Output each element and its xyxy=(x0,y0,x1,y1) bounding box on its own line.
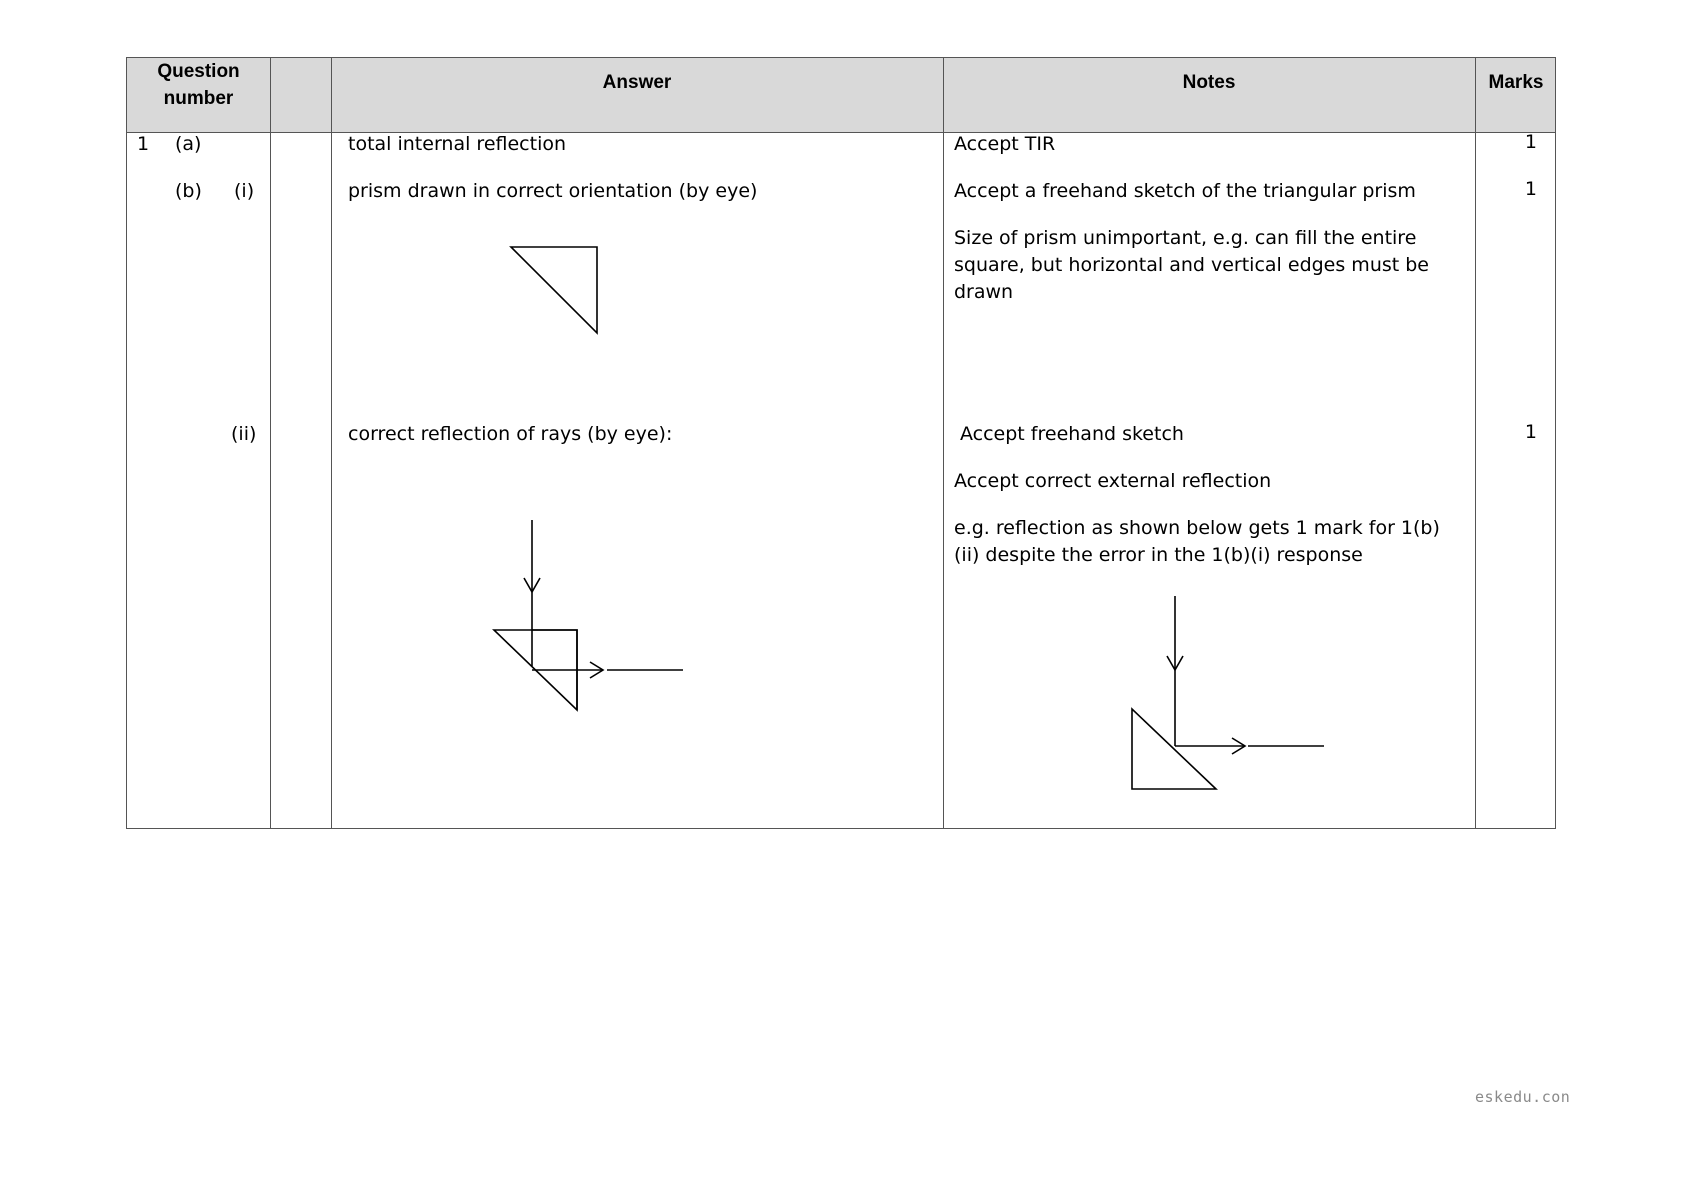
prism-triangle xyxy=(511,247,597,333)
reflection-answer-diagram xyxy=(493,520,693,720)
mark-scheme-table xyxy=(126,57,1556,829)
row-a-note: Accept TIR xyxy=(954,133,1056,155)
row-bii-marks: 1 xyxy=(1524,421,1537,443)
row-bi-note-1: Accept a freehand sketch of the triangular prism xyxy=(954,180,1416,202)
row-bii-answer: correct reflection of rays (by eye): xyxy=(348,423,673,445)
row-bi-question-part: (b) xyxy=(175,180,202,202)
header-answer: Answer xyxy=(602,72,672,93)
row-a-marks: 1 xyxy=(1524,131,1537,153)
header-notes: Notes xyxy=(1182,72,1236,93)
row-a-answer: total internal reflection xyxy=(348,133,567,155)
column-divider xyxy=(943,58,944,828)
column-divider xyxy=(331,58,332,828)
row-bi-answer: prism drawn in correct orientation (by eye) xyxy=(348,180,758,202)
row-a-question-part: (a) xyxy=(175,133,202,155)
column-divider xyxy=(1475,58,1476,828)
external-reflection-notes-diagram xyxy=(1131,596,1341,796)
row-bii-note-3: e.g. reflection as shown below gets 1 mark for 1(b)(ii) despite the error in the 1(b)(i) response xyxy=(954,517,1440,566)
watermark-bottom: eskedu.con xyxy=(1475,1088,1571,1106)
column-divider xyxy=(270,58,271,828)
prism-answer-diagram xyxy=(510,246,602,338)
header-question-line2: number xyxy=(163,88,234,109)
header-marks: Marks xyxy=(1488,72,1544,93)
row-bii-note-2: Accept correct external reflection xyxy=(954,470,1272,492)
row-bi-question-sub: (i) xyxy=(234,180,255,202)
row-bii-note-1: Accept freehand sketch xyxy=(960,423,1184,445)
row-bii-question-sub: (ii) xyxy=(231,423,257,445)
prism-triangle xyxy=(1132,709,1216,789)
header-question-line1: Question xyxy=(157,61,240,82)
row-a-question-number: 1 xyxy=(137,133,150,155)
header-question-number xyxy=(127,58,270,112)
row-bi-marks: 1 xyxy=(1524,178,1537,200)
row-bi-note-2: Size of prism unimportant, e.g. can fill the entire square, but horizontal and vertical edges must be drawn xyxy=(954,227,1429,303)
